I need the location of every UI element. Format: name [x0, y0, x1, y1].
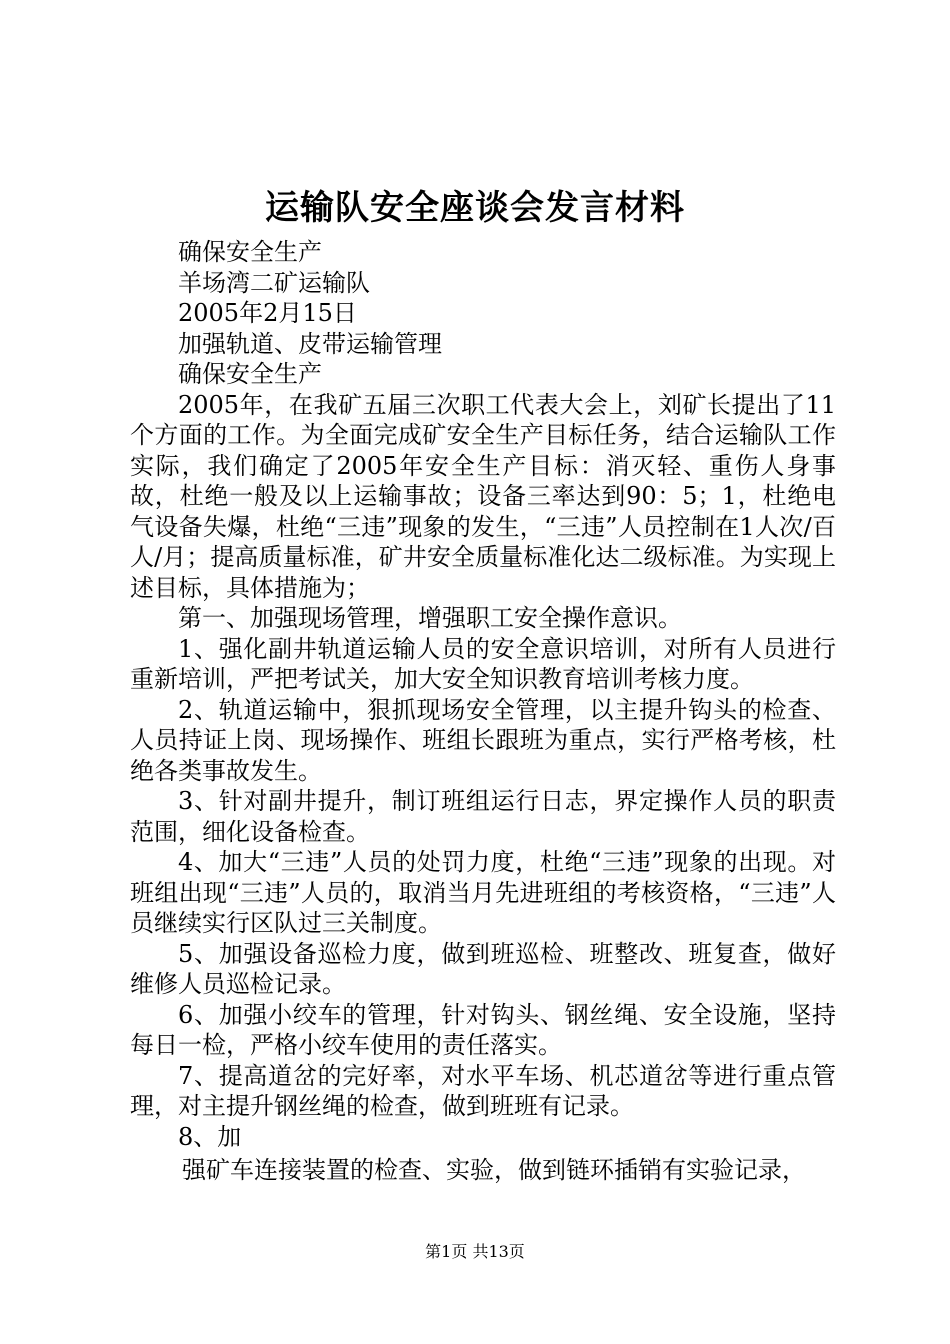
- page-indicator: 第1页 共13页: [425, 1242, 525, 1261]
- section-heading: 第一、加强现场管理，增强职工安全操作意识。: [178, 604, 682, 632]
- measure-item: 6、加强小绞车的管理，针对钩头、钢丝绳、安全设施，坚持每日一检，严格小绞车使用的责任落实。: [130, 1000, 836, 1059]
- document-body: [130, 237, 836, 1186]
- document-title: 运输队安全座谈会发言材料: [265, 188, 685, 228]
- measure-item-continuation: 强矿车连接装置的检查、实验，做到链环插销有实验记录，: [182, 1156, 806, 1184]
- date-line: 2005年2月15日: [178, 299, 357, 327]
- measure-item: 7、提高道岔的完好率，对水平车场、机芯道岔等进行重点管理，对主提升钢丝绳的检查，做到班班有记录。: [130, 1061, 836, 1120]
- measure-item: 2、轨道运输中，狠抓现场安全管理，以主提升钩头的检查、人员持证上岗、现场操作、班组长跟班为重点，实行严格考核，杜绝各类事故发生。: [130, 695, 836, 785]
- heading-line: 确保安全生产: [178, 360, 322, 388]
- heading-line: 加强轨道、皮带运输管理: [178, 329, 442, 358]
- measure-item: 5、加强设备巡检力度，做到班巡检、班整改、班复查，做好维修人员巡检记录。: [130, 939, 836, 998]
- measure-item: 8、加: [178, 1122, 242, 1151]
- subtitle-line: 确保安全生产: [178, 238, 322, 266]
- intro-paragraph: 2005年，在我矿五届三次职工代表大会上，刘矿长提出了11个方面的工作。为全面完成矿安全生产目标任务，结合运输队工作实际，我们确定了2005年安全生产目标：消灭轻、重伤人身事故，杜绝一般及以上运输事故；设备三率达到90：5；1，杜绝电气设备失爆，杜绝“三违”现象的发生，“三违”人员控制在1人次/百人/月；提高质量标准，矿井安全质量标准化达二级标准。为实现上述目标，具体措施为；: [130, 390, 836, 602]
- measure-item: 1、强化副井轨道运输人员的安全意识培训，对所有人员进行重新培训，严把考试关，加大安全知识教育培训考核力度。: [130, 634, 836, 693]
- measure-item: 4、加大“三违”人员的处罚力度，杜绝“三违”现象的出现。对班组出现“三违”人员的，取消当月先进班组的考核资格，“三违”人员继续实行区队过三关制度。: [130, 848, 836, 937]
- organization-line: 羊场湾二矿运输队: [178, 268, 370, 297]
- measure-item: 3、针对副井提升，制订班组运行日志，界定操作人员的职责范围，细化设备检查。: [130, 787, 836, 846]
